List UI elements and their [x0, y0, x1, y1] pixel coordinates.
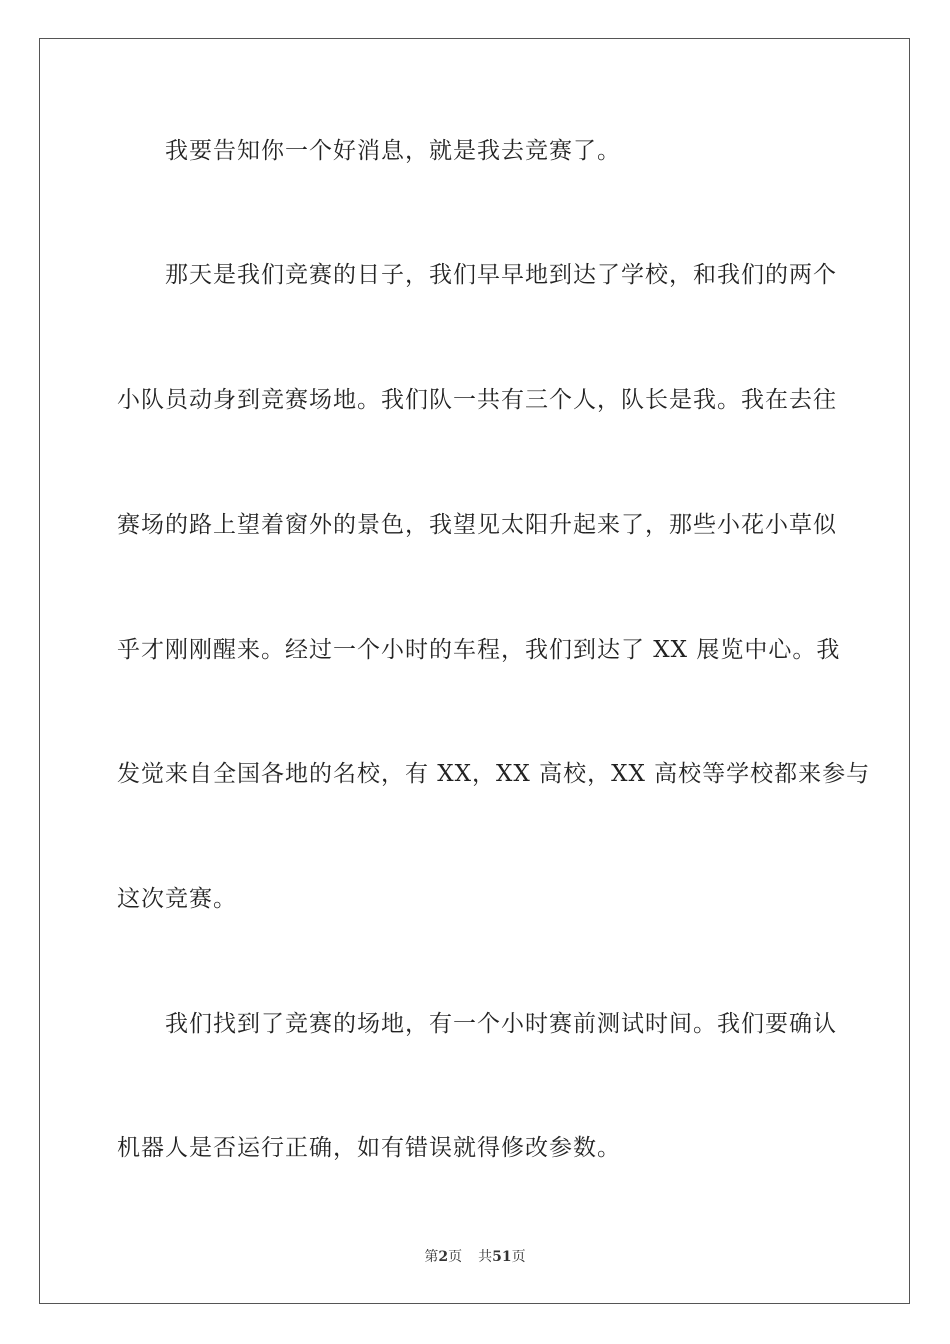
paragraph-1-line-1: 我要告知你一个好消息，就是我去竞赛了。: [165, 138, 621, 164]
current-page-number: 2: [438, 1249, 449, 1265]
page-label-prefix: 第: [424, 1249, 439, 1265]
total-label-suffix: 页: [511, 1249, 526, 1265]
total-page-count: 51: [492, 1249, 512, 1265]
page-label-suffix: 页: [448, 1249, 463, 1265]
paragraph-2-line-3: 赛场的路上望着窗外的景色，我望见太阳升起来了，那些小花小草似: [117, 512, 837, 538]
paragraph-2-line-4: 乎才刚刚醒来。经过一个小时的车程，我们到达了 XX 展览中心。我: [117, 637, 841, 663]
paragraph-2-line-6: 这次竞赛。: [117, 886, 237, 912]
page-footer: [0, 1248, 950, 1266]
total-label-prefix: 共: [478, 1249, 493, 1265]
paragraph-2-line-2: 小队员动身到竞赛场地。我们队一共有三个人，队长是我。我在去往: [117, 387, 837, 413]
paragraph-2-line-5: 发觉来自全国各地的名校，有 XX，XX 高校，XX 高校等学校都来参与: [117, 761, 871, 787]
paragraph-3-line-1: 我们找到了竞赛的场地，有一个小时赛前测试时间。我们要确认: [165, 1011, 837, 1037]
paragraph-2-line-1: 那天是我们竞赛的日子，我们早早地到达了学校，和我们的两个: [165, 262, 837, 288]
page-border: [39, 38, 910, 1304]
paragraph-3-line-2: 机器人是否运行正确，如有错误就得修改参数。: [117, 1135, 621, 1161]
